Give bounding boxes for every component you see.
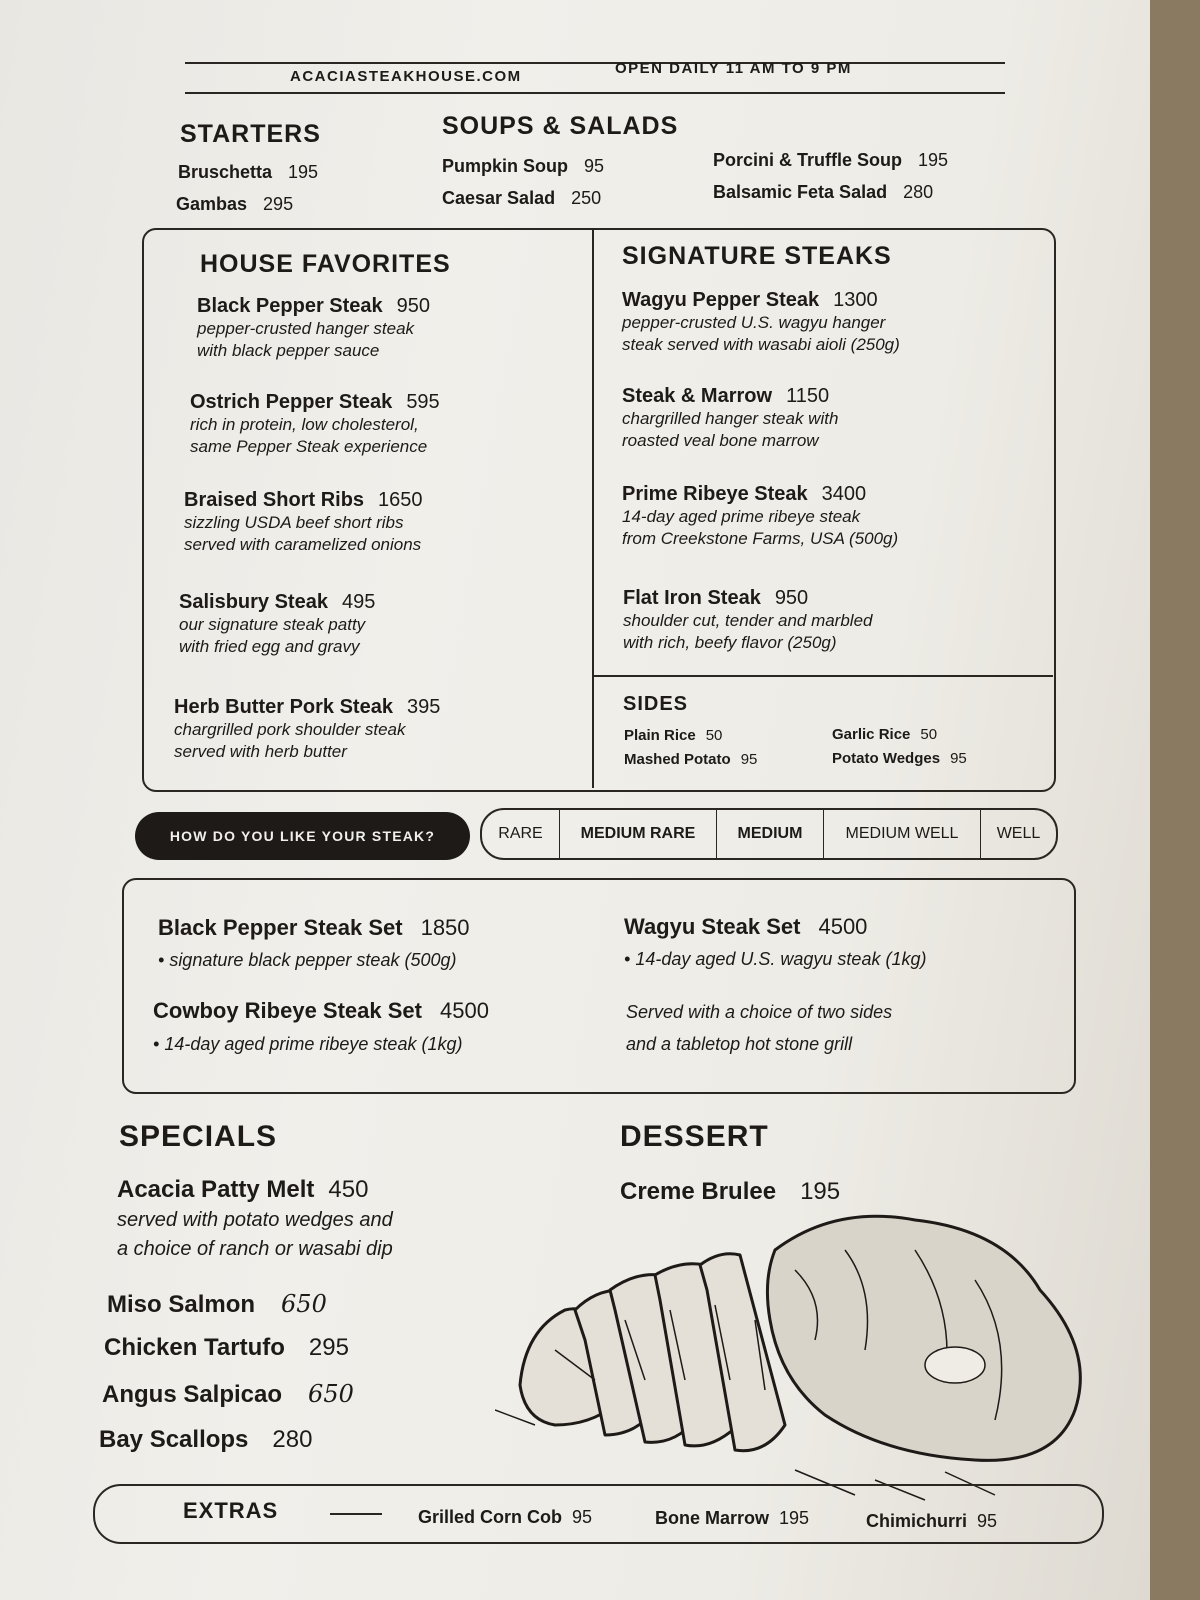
item-name: Prime Ribeye Steak xyxy=(622,483,808,505)
item-name: Ostrich Pepper Steak xyxy=(190,391,393,413)
sides-title: SIDES xyxy=(623,693,689,715)
special-feature-item xyxy=(117,1176,393,1264)
item-name: Acacia Patty Melt xyxy=(117,1176,315,1203)
header-rule-top xyxy=(185,62,1005,64)
item-name: Gambas xyxy=(176,194,248,214)
item-price: 950 xyxy=(396,295,431,317)
doneness-options-bar xyxy=(480,808,1058,860)
special-item xyxy=(104,1334,349,1362)
item-name: Miso Salmon xyxy=(107,1291,256,1318)
item-price: 1650 xyxy=(378,489,423,511)
doneness-option: RARE xyxy=(498,825,543,842)
extras-dash xyxy=(330,1513,382,1515)
menu-item xyxy=(184,489,423,556)
item-name: Chicken Tartufo xyxy=(104,1334,285,1361)
side-item xyxy=(832,750,967,767)
item-name: Porcini & Truffle Soup xyxy=(713,150,903,170)
set-description: • signature black pepper steak (500g) xyxy=(158,950,457,970)
special-item xyxy=(107,1290,327,1319)
item-price: 250 xyxy=(571,188,602,208)
item-price: 650 xyxy=(308,1380,354,1408)
item-description: from Creekstone Farms, USA (500g) xyxy=(622,529,899,548)
item-price: 195 xyxy=(800,1178,841,1205)
menu-item xyxy=(622,483,898,550)
specials-title: SPECIALS xyxy=(119,1120,278,1153)
set-item xyxy=(158,915,470,941)
item-description: a choice of ranch or wasabi dip xyxy=(117,1238,393,1260)
item-name: Pumpkin Soup xyxy=(442,156,568,176)
item-name: Angus Salpicao xyxy=(102,1381,283,1408)
item-name: Grilled Corn Cob xyxy=(418,1507,562,1527)
item-name: Potato Wedges xyxy=(832,750,941,767)
item-name: Garlic Rice xyxy=(832,726,911,743)
item-price: 280 xyxy=(903,182,934,202)
menu-item xyxy=(197,295,430,362)
item-price: 295 xyxy=(263,194,294,214)
item-name: Black Pepper Steak Set xyxy=(158,915,403,940)
doneness-option: MEDIUM xyxy=(716,810,823,858)
item-description: sizzling USDA beef short ribs xyxy=(184,513,404,532)
extras-title: EXTRAS xyxy=(183,1498,279,1523)
website-text: ACACIASTEAKHOUSE.COM xyxy=(290,68,522,85)
item-name: Bruschetta xyxy=(178,162,273,182)
set-description: • 14-day aged U.S. wagyu steak (1kg) xyxy=(624,949,927,969)
item-price: 650 xyxy=(281,1290,327,1318)
item-price: 295 xyxy=(308,1334,349,1361)
item-description: shoulder cut, tender and marbled xyxy=(623,611,873,630)
item-description: signature black pepper steak (500g) xyxy=(169,950,457,970)
item-name: Bone Marrow xyxy=(655,1508,770,1528)
item-price: 95 xyxy=(584,156,605,176)
item-price: 195 xyxy=(918,150,949,170)
menu-item xyxy=(179,591,375,658)
item-price: 595 xyxy=(406,391,440,413)
item-description: served with potato wedges and xyxy=(117,1209,393,1231)
item-description: same Pepper Steak experience xyxy=(190,437,428,456)
header-rule-bottom xyxy=(185,92,1005,94)
item-name: Plain Rice xyxy=(624,727,696,744)
set-item xyxy=(624,914,867,940)
extra-item xyxy=(418,1507,592,1528)
item-name: Braised Short Ribs xyxy=(184,489,365,511)
item-name: Chimichurri xyxy=(866,1511,968,1531)
signature-steaks-title: SIGNATURE STEAKS xyxy=(622,242,892,270)
item-description: roasted veal bone marrow xyxy=(622,431,819,450)
item-description: served with caramelized onions xyxy=(184,535,422,554)
item-description: pepper-crusted U.S. wagyu hanger xyxy=(622,313,886,332)
item-description: 14-day aged U.S. wagyu steak (1kg) xyxy=(635,949,927,969)
dessert-item xyxy=(620,1178,840,1206)
item-name: Mashed Potato xyxy=(624,751,731,768)
menu-item xyxy=(622,289,900,356)
menu-item xyxy=(622,385,838,452)
item-name: Steak & Marrow xyxy=(622,385,773,407)
doneness-option: MEDIUM WELL xyxy=(823,810,980,858)
starters-title: STARTERS xyxy=(180,120,321,148)
item-price: 50 xyxy=(705,727,723,744)
set-note: Served with a choice of two sides xyxy=(626,1002,893,1022)
item-name: Creme Brulee xyxy=(620,1178,777,1205)
soup-salad-item xyxy=(442,188,601,209)
item-price: 395 xyxy=(406,696,441,718)
item-description: chargrilled hanger steak with xyxy=(622,409,839,428)
house-favorites-title: HOUSE FAVORITES xyxy=(200,250,451,278)
sides-divider xyxy=(593,675,1053,677)
menu-item xyxy=(623,587,873,654)
item-price: 95 xyxy=(572,1507,593,1527)
item-price: 95 xyxy=(740,751,758,768)
side-item xyxy=(624,751,757,768)
item-description: chargrilled pork shoulder steak xyxy=(174,720,406,739)
item-name: Balsamic Feta Salad xyxy=(713,182,888,202)
item-name: Wagyu Steak Set xyxy=(624,914,801,939)
item-price: 1300 xyxy=(833,289,878,311)
item-description: steak served with wasabi aioli (250g) xyxy=(622,335,900,354)
starter-item xyxy=(178,162,318,183)
soup-salad-item xyxy=(442,156,604,177)
set-item xyxy=(153,998,489,1024)
menu-item xyxy=(190,391,440,458)
item-price: 4500 xyxy=(439,998,489,1023)
item-price: 1850 xyxy=(420,915,470,940)
item-name: Caesar Salad xyxy=(442,188,556,208)
doneness-option: MEDIUM RARE xyxy=(559,810,716,858)
soup-salad-item xyxy=(713,182,933,203)
item-description: with black pepper sauce xyxy=(197,341,380,360)
item-description: 14-day aged prime ribeye steak xyxy=(622,507,861,526)
menu-item xyxy=(174,696,440,763)
side-item xyxy=(832,726,937,743)
item-price: 950 xyxy=(774,587,809,609)
doneness-option: WELL xyxy=(980,810,1056,858)
item-price: 1150 xyxy=(786,385,830,407)
steak-sets-box xyxy=(122,878,1076,1094)
item-name: Cowboy Ribeye Steak Set xyxy=(153,998,422,1023)
dessert-title: DESSERT xyxy=(620,1120,769,1153)
set-note: and a tabletop hot stone grill xyxy=(626,1034,853,1054)
doneness-question-pill: HOW DO YOU LIKE YOUR STEAK? xyxy=(135,812,470,860)
set-description: • 14-day aged prime ribeye steak (1kg) xyxy=(153,1034,463,1054)
special-item xyxy=(102,1380,354,1409)
main-box-divider xyxy=(592,229,594,788)
item-name: Herb Butter Pork Steak xyxy=(174,696,393,718)
item-price: 95 xyxy=(977,1511,998,1531)
item-price: 495 xyxy=(341,591,376,613)
item-description: with fried egg and gravy xyxy=(179,637,360,656)
item-description: our signature steak patty xyxy=(179,615,366,634)
item-name: Bay Scallops xyxy=(99,1426,249,1453)
item-description: rich in protein, low cholesterol, xyxy=(190,415,419,434)
item-price: 50 xyxy=(920,726,938,743)
side-item xyxy=(624,727,722,744)
item-name: Wagyu Pepper Steak xyxy=(622,289,820,311)
soup-salad-item xyxy=(713,150,948,171)
item-name: Black Pepper Steak xyxy=(197,295,383,317)
extra-item xyxy=(655,1508,809,1529)
item-price: 3400 xyxy=(821,483,867,505)
hours-text: OPEN DAILY 11 AM TO 9 PM xyxy=(615,60,852,77)
item-description: with rich, beefy flavor (250g) xyxy=(623,633,837,652)
item-price: 4500 xyxy=(818,914,868,939)
item-price: 195 xyxy=(288,162,319,182)
soups-salads-title: SOUPS & SALADS xyxy=(442,112,679,140)
extra-item xyxy=(866,1511,997,1532)
item-name: Flat Iron Steak xyxy=(623,587,761,609)
item-price: 195 xyxy=(779,1508,810,1528)
item-description: pepper-crusted hanger steak xyxy=(197,319,415,338)
item-name: Salisbury Steak xyxy=(179,591,328,613)
item-description: 14-day aged prime ribeye steak (1kg) xyxy=(164,1034,463,1054)
item-price: 95 xyxy=(950,750,967,767)
starter-item xyxy=(176,194,293,215)
steak-illustration xyxy=(495,1210,1105,1510)
item-price: 280 xyxy=(272,1426,313,1453)
special-item xyxy=(99,1426,312,1454)
item-price: 450 xyxy=(328,1176,369,1203)
item-description: served with herb butter xyxy=(174,742,347,761)
